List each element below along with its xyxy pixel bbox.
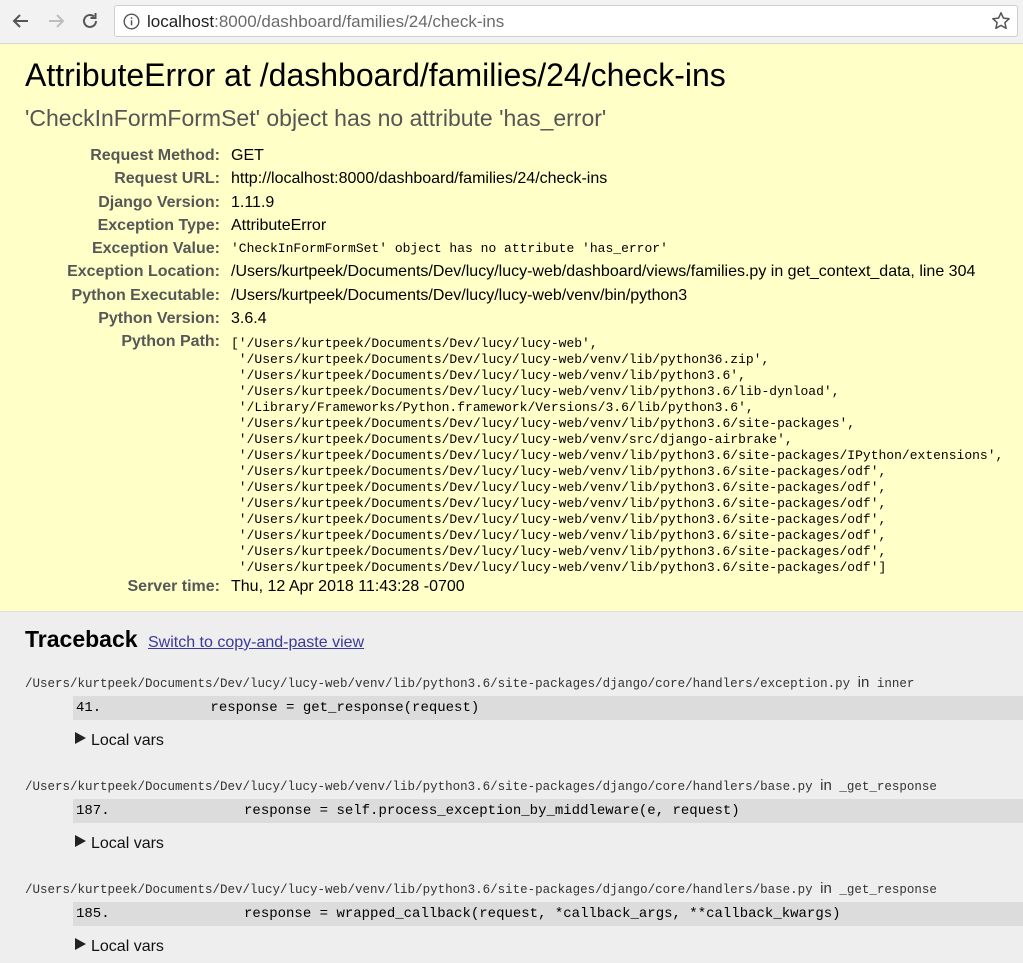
python-path-entry: '/Users/kurtpeek/Documents/Dev/lucy/lucy-web/venv/lib/python3.6', xyxy=(231,368,746,384)
star-icon[interactable] xyxy=(991,11,1011,36)
python-path-entry: '/Users/kurtpeek/Documents/Dev/lucy/lucy-web/venv/lib/python3.6/site-packages/odf', xyxy=(231,544,887,560)
local-vars-toggle[interactable] xyxy=(75,834,164,854)
meta-label: Request URL: xyxy=(114,170,220,188)
python-path-list xyxy=(231,336,1003,576)
python-path-entry: '/Users/kurtpeek/Documents/Dev/lucy/lucy-web/venv/lib/python3.6/site-packages', xyxy=(231,416,856,432)
python-path-entry: '/Library/Frameworks/Python.framework/Versions/3.6/lib/python3.6', xyxy=(231,400,754,416)
frame-function: _get_response xyxy=(839,780,937,794)
meta-value: http://localhost:8000/dashboard/families/24/check-ins xyxy=(231,170,608,188)
triangle-right-icon xyxy=(75,938,86,950)
code-context[interactable] xyxy=(73,799,1023,823)
code-line: 41. response = get_response(request) xyxy=(76,700,480,716)
meta-label: Python Executable: xyxy=(71,286,220,304)
meta-value: GET xyxy=(231,147,264,164)
meta-row xyxy=(0,284,1023,307)
info-icon[interactable] xyxy=(123,13,140,35)
meta-label: Exception Value: xyxy=(91,240,220,258)
frame-in: in xyxy=(820,880,832,897)
meta-row xyxy=(0,167,1023,190)
back-button[interactable] xyxy=(8,8,34,34)
error-summary xyxy=(0,44,1023,612)
local-vars-label: Local vars xyxy=(91,732,164,749)
frame-in: in xyxy=(820,777,832,794)
meta-value: 'CheckInFormFormSet' object has no attribute 'has_error' xyxy=(231,241,668,257)
code-line: 187. response = self.process_exception_by_middleware(e, request) xyxy=(76,803,740,819)
meta-value: /Users/kurtpeek/Documents/Dev/lucy/lucy-web/dashboard/views/families.py in get_context_data, line 304 xyxy=(231,263,976,281)
python-path-entry: '/Users/kurtpeek/Documents/Dev/lucy/lucy-web/venv/lib/python3.6/site-packages/IPython/extensions', xyxy=(231,448,1004,464)
frame-function: inner xyxy=(876,677,915,691)
frame-function: _get_response xyxy=(839,883,937,897)
local-vars-toggle[interactable] xyxy=(75,937,164,957)
meta-label: Python Path: xyxy=(121,333,220,351)
exception-message: 'CheckInFormFormSet' object has no attribute 'has_error' xyxy=(25,105,607,131)
meta-row xyxy=(0,214,1023,237)
meta-value: /Users/kurtpeek/Documents/Dev/lucy/lucy-web/venv/bin/python3 xyxy=(231,286,688,304)
python-path-entry: '/Users/kurtpeek/Documents/Dev/lucy/lucy-web/venv/lib/python36.zip', xyxy=(231,352,770,368)
meta-row xyxy=(0,575,1023,598)
address-bar[interactable] xyxy=(114,5,1018,37)
server-time: Thu, 12 Apr 2018 11:43:28 -0700 xyxy=(231,578,465,596)
python-path-entry: '/Users/kurtpeek/Documents/Dev/lucy/lucy-web/venv/lib/python3.6/site-packages/odf', xyxy=(231,528,887,544)
triangle-right-icon xyxy=(75,835,86,847)
meta-label: Django Version: xyxy=(98,193,220,211)
triangle-right-icon xyxy=(75,732,86,744)
meta-value: 3.6.4 xyxy=(231,310,267,328)
url-path: :8000/dashboard/families/24/check-ins xyxy=(214,12,505,31)
code-context[interactable] xyxy=(73,696,1023,720)
meta-label: Exception Location: xyxy=(67,263,220,281)
frame-in: in xyxy=(857,674,870,691)
code-line: 185. response = wrapped_callback(request, *callback_args, **callback_kwargs) xyxy=(76,906,841,922)
meta-label: Exception Type: xyxy=(97,216,220,234)
python-path-entry: '/Users/kurtpeek/Documents/Dev/lucy/lucy-web/venv/lib/python3.6/site-packages/odf', xyxy=(231,512,887,528)
meta-row xyxy=(0,144,1023,167)
url-host: localhost xyxy=(147,12,215,31)
python-path-row xyxy=(0,330,1023,575)
python-path-entry: '/Users/kurtpeek/Documents/Dev/lucy/lucy-web/venv/lib/python3.6/lib-dynload', xyxy=(231,384,840,400)
meta-row xyxy=(0,191,1023,214)
python-path-entry: '/Users/kurtpeek/Documents/Dev/lucy/lucy-web/venv/src/django-airbrake', xyxy=(231,432,793,448)
browser-toolbar xyxy=(0,0,1023,44)
frame-file-path: /Users/kurtpeek/Documents/Dev/lucy/lucy-web/venv/lib/python3.6/site-packages/django/core/handlers/base.py xyxy=(25,883,813,897)
meta-row xyxy=(0,307,1023,330)
local-vars-label: Local vars xyxy=(91,835,164,852)
traceback-header xyxy=(25,626,364,653)
request-meta-table xyxy=(0,144,1023,599)
frame-file xyxy=(25,674,914,693)
local-vars-toggle[interactable] xyxy=(75,731,164,751)
reload-icon xyxy=(80,11,100,31)
forward-arrow-icon xyxy=(46,11,66,31)
meta-label: Python Version: xyxy=(98,310,220,328)
code-context[interactable] xyxy=(73,902,1023,926)
python-path-entry: ['/Users/kurtpeek/Documents/Dev/lucy/lucy-web', xyxy=(231,336,598,352)
meta-row xyxy=(0,237,1023,260)
frame-file-path: /Users/kurtpeek/Documents/Dev/lucy/lucy-web/venv/lib/python3.6/site-packages/django/core/handlers/base.py xyxy=(25,780,813,794)
python-path-entry: '/Users/kurtpeek/Documents/Dev/lucy/lucy-web/venv/lib/python3.6/site-packages/odf', xyxy=(231,464,887,480)
frame-file-path: /Users/kurtpeek/Documents/Dev/lucy/lucy-web/venv/lib/python3.6/site-packages/django/core/handlers/exception.py xyxy=(25,677,851,691)
meta-value: AttributeError xyxy=(231,216,327,234)
meta-label: Server time: xyxy=(127,578,220,596)
back-arrow-icon xyxy=(11,11,31,31)
meta-row xyxy=(0,260,1023,283)
python-path-entry: '/Users/kurtpeek/Documents/Dev/lucy/lucy-web/venv/lib/python3.6/site-packages/odf', xyxy=(231,496,887,512)
frame-file xyxy=(25,880,937,899)
page-title: AttributeError at /dashboard/families/24/check-ins xyxy=(25,57,726,93)
python-path-entry: '/Users/kurtpeek/Documents/Dev/lucy/lucy-web/venv/lib/python3.6/site-packages/odf', xyxy=(231,480,887,496)
python-path-entry: '/Users/kurtpeek/Documents/Dev/lucy/lucy-web/venv/lib/python3.6/site-packages/odf'] xyxy=(231,560,887,576)
url-text[interactable] xyxy=(147,12,504,32)
meta-label: Request Method: xyxy=(90,147,220,164)
frame-file xyxy=(25,777,937,796)
forward-button[interactable] xyxy=(43,8,69,34)
switch-view-link[interactable]: Switch to copy-and-paste view xyxy=(147,634,365,651)
meta-value: 1.11.9 xyxy=(231,193,275,211)
local-vars-label: Local vars xyxy=(91,938,164,955)
traceback-title: Traceback xyxy=(25,626,138,652)
reload-button[interactable] xyxy=(77,8,103,34)
